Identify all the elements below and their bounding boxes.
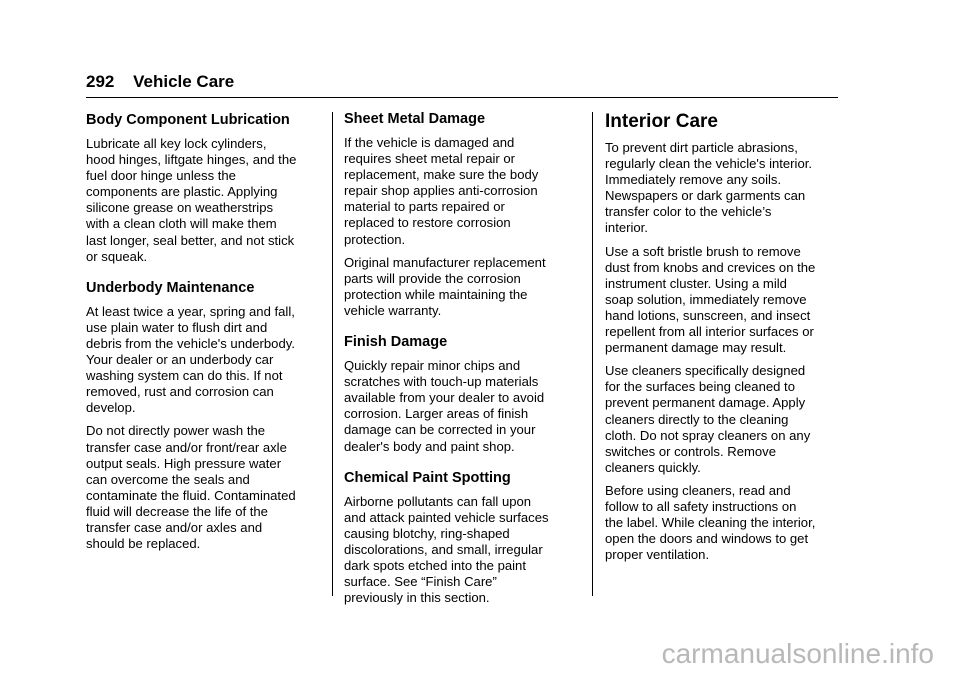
page-header <box>86 72 234 92</box>
heading-finish-damage: Finish Damage <box>344 334 448 351</box>
paragraph-chemical-paint: Airborne pollutants can fall upon and attack painted vehicle surfaces causing blotchy, ring-shaped discolorations, and small, irregular dark spots etched into the paint surface. See “Finish Care” previously in this section. <box>344 493 549 606</box>
heading-sheet-metal-damage: Sheet Metal Damage <box>344 111 486 127</box>
paragraph-underbody-2: Do not directly power wash the transfer case and/or front/rear axle output seals. High pressure water can overcome the seals and contaminate the fluid. Contaminated fluid will decrease the life of the transfer case and/or axles and should be replaced. <box>86 423 296 552</box>
paragraph-interior-3: Use cleaners specifically designed for the surfaces being cleaned to prevent permanent damage. Apply cleaners directly to the cleaning cloth. Do not spray cleaners on any switches or controls. Remove cleaners quickly. <box>605 363 811 475</box>
column-left <box>86 111 322 559</box>
paragraph-underbody-1: At least twice a year, spring and fall, use plain water to flush dirt and debris from the vehicle's underbody. Your dealer or an underbody car washing system can do this. If not removed, rust and corrosion can develop. <box>86 303 295 416</box>
paragraph-sheet-metal-2: Original manufacturer replacement parts will provide the corrosion protection while maintaining the vehicle warranty. <box>344 254 546 318</box>
paragraph-interior-4: Before using cleaners, read and follow to all safety instructions on the label. While cleaning the interior, open the doors and windows to get proper ventilation. <box>605 482 816 563</box>
column-right <box>605 111 841 570</box>
paragraph-finish-damage: Quickly repair minor chips and scratches with touch-up materials available from your dealer to avoid corrosion. Larger areas of finish damage can be corrected in your dealer's body and paint shop. <box>344 358 545 454</box>
header-rule <box>86 97 838 98</box>
section-title: Vehicle Care <box>133 72 235 91</box>
page-number: 292 <box>86 72 115 91</box>
paragraph-sheet-metal-1: If the vehicle is damaged and requires sheet metal repair or replacement, make sure the body repair shop applies anti-corrosion material to parts repaired or replaced to restore corrosion protection. <box>344 135 539 247</box>
paragraph-interior-2: Use a soft bristle brush to remove dust from knobs and crevices on the instrument cluster. Using a mild soap solution, immediately remove hand lotions, sunscreen, and insect repellent from all interior surfaces or permanent damage may result. <box>605 243 816 356</box>
column-divider-left <box>332 112 333 596</box>
heading-interior-care: Interior Care <box>605 111 718 132</box>
paragraph-interior-1: To prevent dirt particle abrasions, regularly clean the vehicle's interior. Immediately remove any soils. Newspapers or dark garments can transfer color to the vehicle’s interior. <box>605 140 813 236</box>
column-middle <box>344 111 580 613</box>
heading-underbody-maintenance: Underbody Maintenance <box>86 279 255 296</box>
heading-body-component-lubrication: Body Component Lubrication <box>86 112 290 128</box>
watermark: carmanualsonline.info <box>661 638 934 669</box>
heading-chemical-paint-spotting: Chemical Paint Spotting <box>344 469 511 486</box>
column-divider-right <box>592 112 593 596</box>
paragraph-body-lubrication: Lubricate all key lock cylinders, hood hinges, liftgate hinges, and the fuel door hinge unless the components are plastic. Applying silicone grease on weatherstrips with a clean cloth will make them last longer, seal better, and not stick or squeak. <box>86 136 297 264</box>
